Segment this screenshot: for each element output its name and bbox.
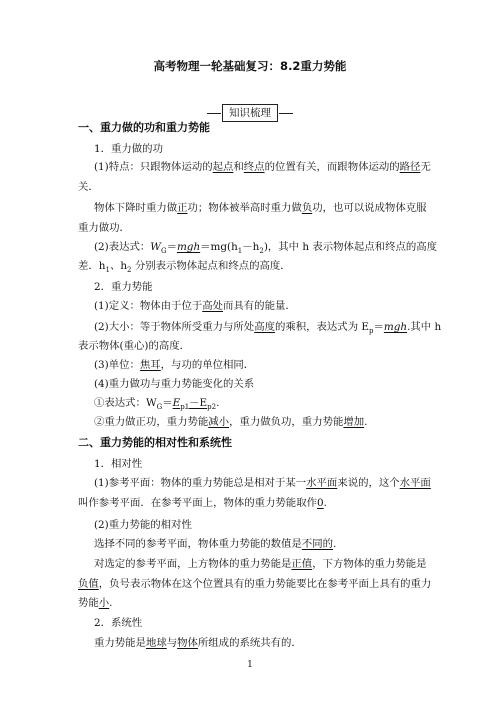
paragraph-line: (3)单位：焦耳，与功的单位相同． — [94, 359, 255, 371]
paragraph-line: (1)参考平面：物体的重力势能总是相对于某一水平面来说的，这个水平面 — [94, 477, 431, 489]
paragraph-line: (2)大小：等于物体所受重力与所处高度的乘积，表达式为 $E_p=mgh$.其中 h — [94, 321, 442, 336]
paragraph-line: (2)重力势能的相对性 — [94, 519, 192, 531]
answer-blank: 水平面 — [306, 477, 338, 489]
paragraph-line: ②重力做正功，重力势能减小，重力做负功，重力势能增加. — [94, 416, 368, 428]
answer-blank: 增加 — [343, 416, 365, 428]
subheading-potential-energy: 2．重力势能 — [94, 281, 153, 293]
answer-blank: 减小 — [208, 416, 230, 428]
section-heading-1: 一、重力做的功和重力势能 — [78, 121, 210, 134]
formula-line: (2)表达式：$W_G=mgh=mg(h_1-h_2)$，其中 h 表示物体起点和终点的高度 — [94, 241, 438, 256]
paragraph-line: 负值，负号表示物体在这个位置具有的重力势能要比在参考平面上具有的重力 — [78, 578, 432, 590]
answer-blank: 高处 — [202, 300, 224, 312]
paragraph-line: 势能小. — [78, 597, 113, 609]
answer-blank: 小 — [98, 597, 110, 609]
section-badge: 知识梳理 — [222, 104, 278, 122]
section-heading-2: 二、重力势能的相对性和系统性 — [78, 436, 232, 449]
subheading-gravity-work: 1．重力做的功 — [94, 143, 163, 155]
answer-blank: 焦耳 — [139, 359, 161, 371]
paragraph-line: 重力做功． — [78, 222, 130, 234]
answer-blank: 负值 — [78, 578, 99, 590]
answer-blank: 不同的 — [301, 538, 333, 550]
answer-blank: 路径 — [399, 161, 421, 173]
answer-blank: 正 — [177, 202, 188, 214]
answer-blank: 起点 — [212, 161, 234, 173]
answer-blank: 高度 — [254, 321, 275, 333]
paragraph-line: (1)特点：只跟物体运动的起点和终点的位置有关，而跟物体运动的路径无 — [94, 161, 431, 173]
paragraph-line: (1)定义：物体由于位于高处而具有的能量． — [94, 300, 296, 312]
answer-blank: 负 — [301, 202, 313, 214]
paragraph-line: 选择不同的参考平面，物体重力势能的数值是不同的. — [94, 538, 337, 550]
answer-blank: 地球 — [145, 637, 167, 649]
paragraph-line: 对选定的参考平面，上方物体的重力势能是正值，下方物体的重力势能是 — [94, 558, 427, 570]
answer-blank: 水平面 — [399, 477, 431, 489]
answer-blank: 终点 — [243, 161, 265, 173]
paragraph-line: 叫作参考平面．在参考平面上，物体的重力势能取作0. — [78, 497, 327, 509]
answer-blank: $E_{p1}-E_{p2}$ — [172, 397, 217, 412]
answer-blank: mgh — [383, 321, 408, 333]
answer-blank: 正值 — [291, 558, 313, 570]
subheading-relativity: 1．相对性 — [94, 458, 143, 470]
answer-blank: 0 — [316, 497, 324, 509]
page-number: 1 — [247, 660, 253, 670]
answer-blank: mgh — [176, 241, 201, 253]
formula-line: ①表达式：$W_G=E_{p1}-E_{p2}$. — [94, 397, 220, 412]
paragraph-line: 表示物体(重心)的高度． — [78, 340, 191, 352]
subheading-system: 2．系统性 — [94, 617, 143, 629]
answer-blank: 物体 — [177, 637, 198, 649]
paragraph-line: 重力势能是地球与物体所组成的系统共有的． — [94, 637, 302, 649]
paragraph-line: (4)重力做功与重力势能变化的关系 — [94, 378, 255, 390]
document-title: 高考物理一轮基础复习：8.2重力势能 — [153, 59, 347, 73]
paragraph-line: 差．$h_1$、$h_2$ 分别表示物体起点和终点的高度． — [78, 260, 291, 275]
paragraph-line: 关． — [78, 181, 99, 193]
paragraph-line: 物体下降时重力做正功；物体被举高时重力做负功，也可以说成物体克服 — [94, 202, 427, 214]
